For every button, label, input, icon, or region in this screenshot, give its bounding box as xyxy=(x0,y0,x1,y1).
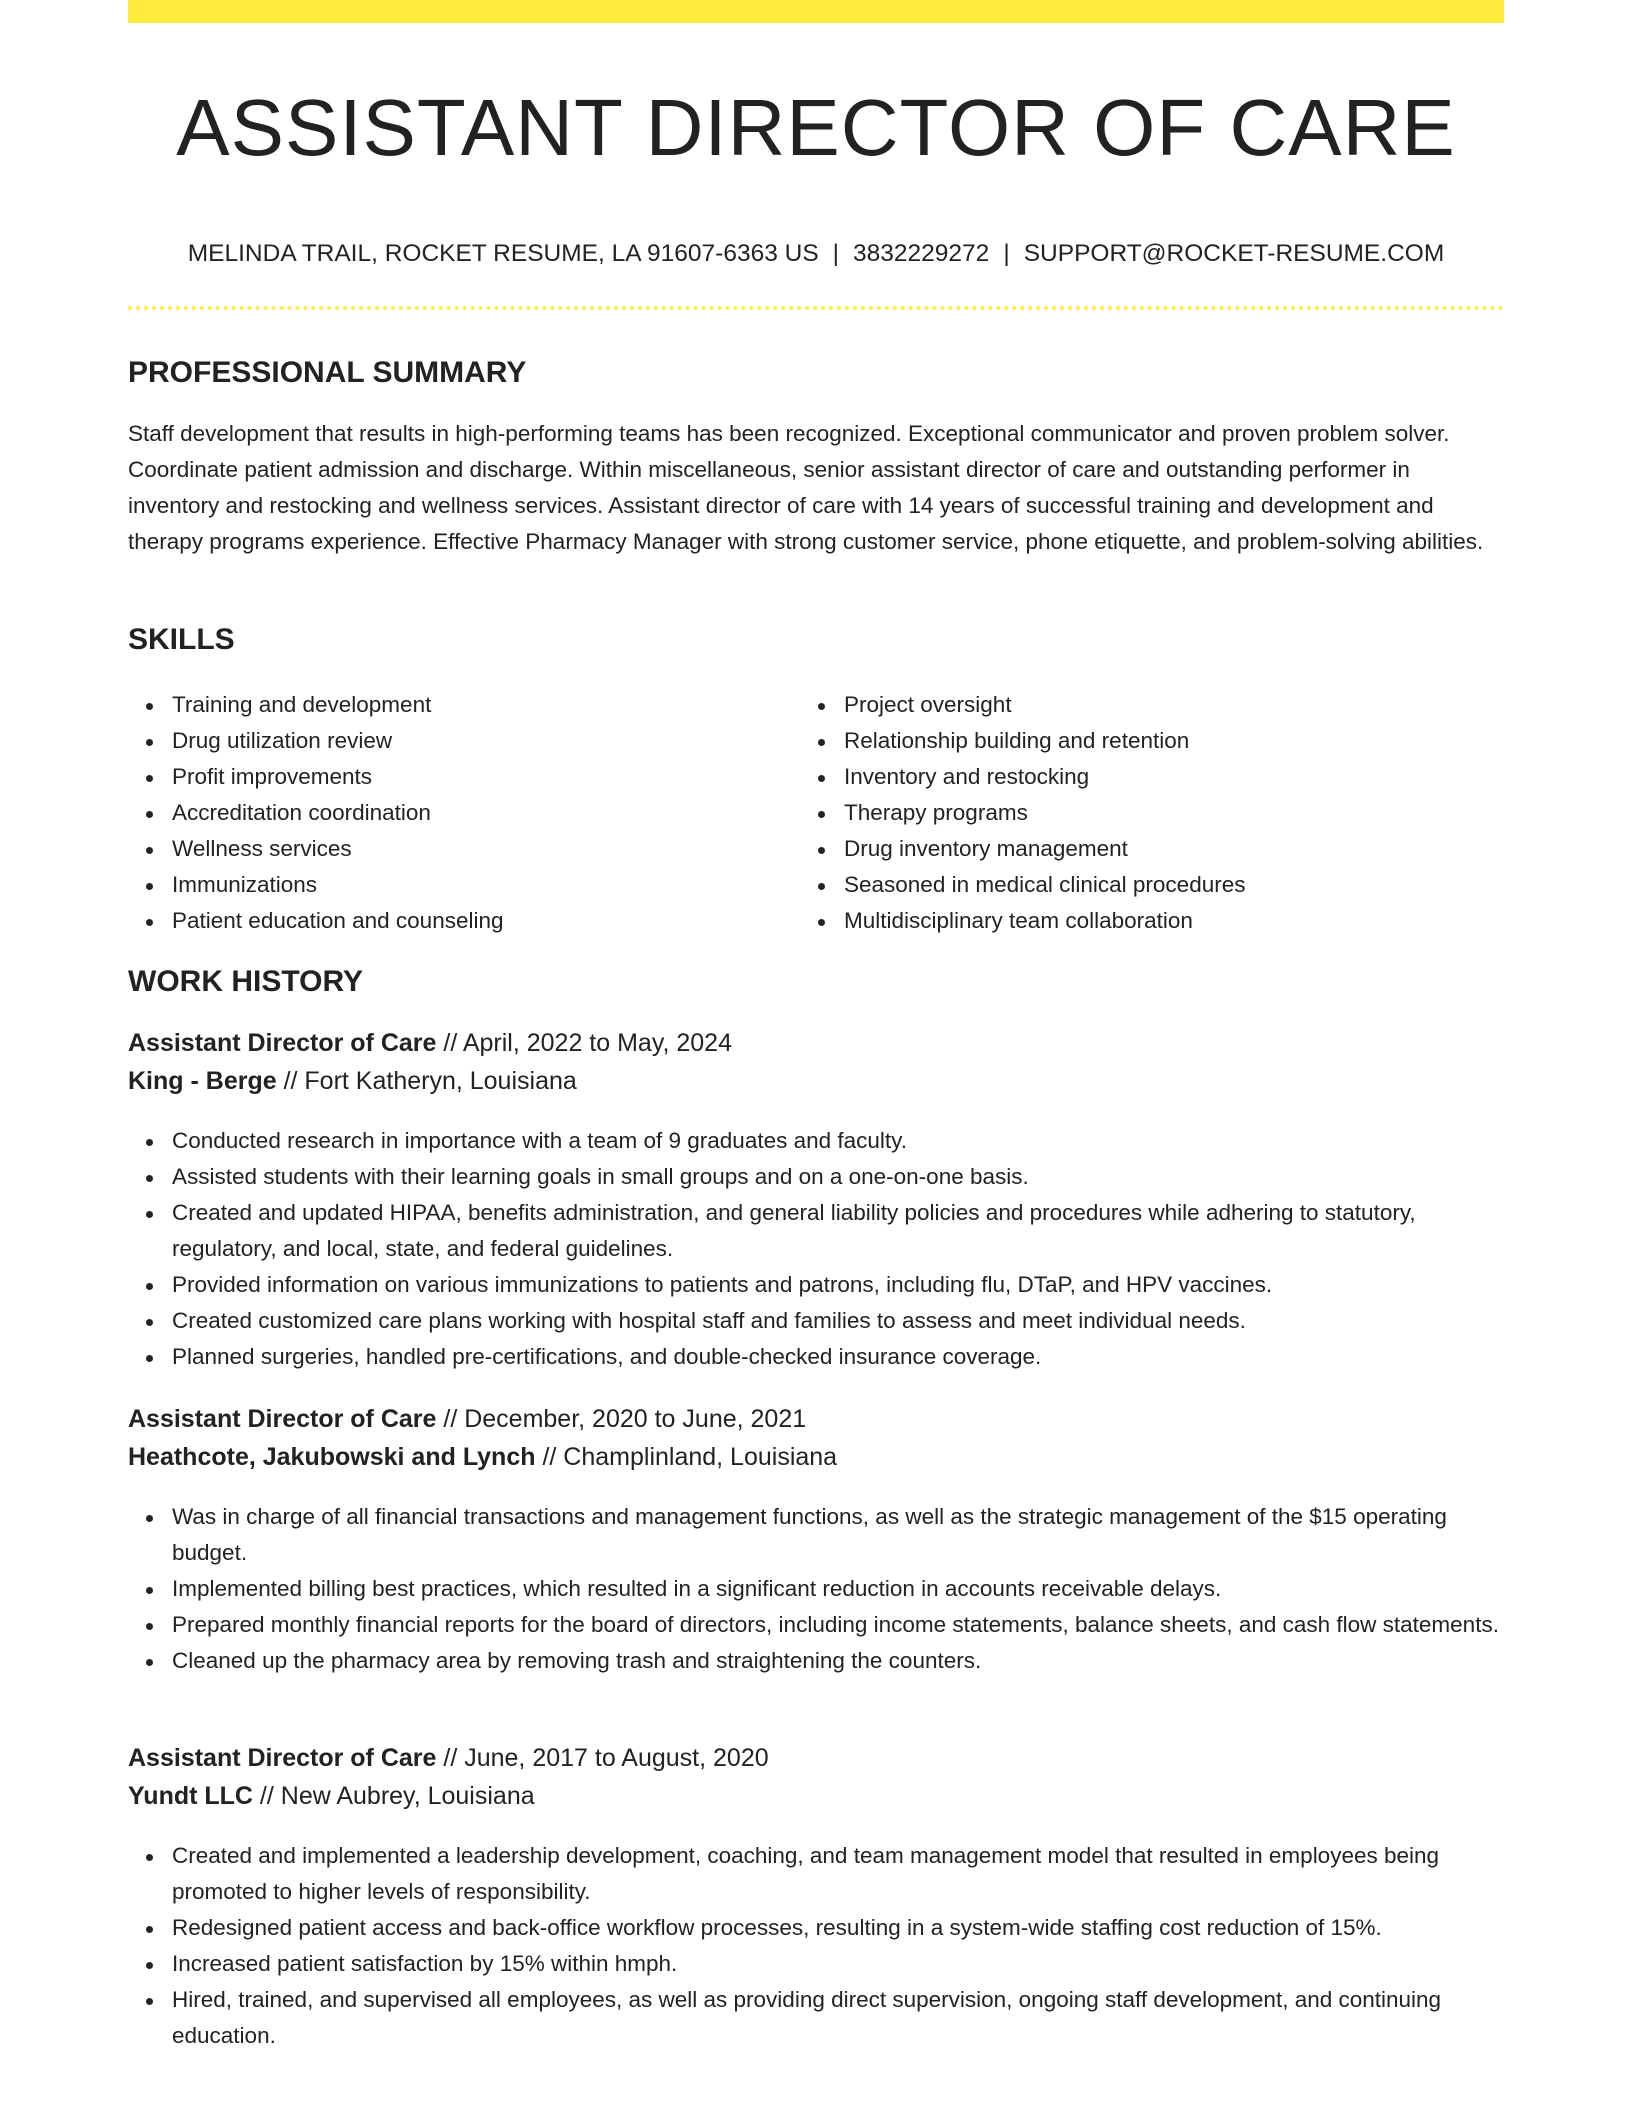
job-title: Assistant Director of Care xyxy=(128,1029,437,1057)
work-history-heading: WORK HISTORY xyxy=(128,965,364,998)
job-location: // New Aubrey, Louisiana xyxy=(252,1782,535,1810)
job-bullet: Hired, trained, and supervised all employees, as well as providing direct supervision, ongoing staff development, and continuing education. xyxy=(128,1982,1504,2054)
job-bullet: Implemented billing best practices, which resulted in a significant reduction in accounts receivable delays. xyxy=(128,1571,1504,1607)
skill-item: Multidisciplinary team collaboration xyxy=(800,903,1440,939)
job-company-line xyxy=(128,1777,535,1815)
contact-separator: | xyxy=(832,240,840,267)
job-company: Heathcote, Jakubowski and Lynch xyxy=(128,1443,536,1471)
job-bullet: Redesigned patient access and back-office workflow processes, resulting in a system-wide staffing cost reduction of 15%. xyxy=(128,1910,1504,1946)
contact-info xyxy=(128,236,1504,272)
job-location: // Fort Katheryn, Louisiana xyxy=(276,1067,577,1095)
skill-item: Project oversight xyxy=(800,687,1440,723)
job-title: Assistant Director of Care xyxy=(128,1744,437,1772)
skill-item: Immunizations xyxy=(128,867,768,903)
job-company-line xyxy=(128,1062,577,1100)
skill-item: Drug utilization review xyxy=(128,723,768,759)
skills-heading: SKILLS xyxy=(128,623,235,656)
skill-item: Patient education and counseling xyxy=(128,903,768,939)
skill-item: Therapy programs xyxy=(800,795,1440,831)
skill-item: Training and development xyxy=(128,687,768,723)
job-dates: // June, 2017 to August, 2020 xyxy=(436,1744,769,1772)
job-title-line xyxy=(128,1400,806,1438)
skill-item: Accreditation coordination xyxy=(128,795,768,831)
job-bullet: Created customized care plans working with hospital staff and families to assess and meet individual needs. xyxy=(128,1303,1504,1339)
skill-item: Profit improvements xyxy=(128,759,768,795)
skills-list-right xyxy=(800,687,1440,939)
job-bullet: Prepared monthly financial reports for the board of directors, including income statements, balance sheets, and cash flow statements. xyxy=(128,1607,1504,1643)
job-title-line xyxy=(128,1024,732,1062)
job-bullet: Created and implemented a leadership development, coaching, and team management model that resulted in employees being promoted to higher levels of responsibility. xyxy=(128,1838,1504,1910)
job-company: King - Berge xyxy=(128,1067,277,1095)
skill-item: Wellness services xyxy=(128,831,768,867)
skill-item: Relationship building and retention xyxy=(800,723,1440,759)
job-bullet: Cleaned up the pharmacy area by removing trash and straightening the counters. xyxy=(128,1643,1504,1679)
job-location: // Champlinland, Louisiana xyxy=(535,1443,838,1471)
summary-heading: PROFESSIONAL SUMMARY xyxy=(128,356,527,389)
summary-text: Staff development that results in high-performing teams has been recognized. Exceptional communicator and proven problem solver. Coordinate patient admission and discharge. Within miscellaneous, senior assistant director of care and outstanding performer in inventory and restocking and wellness services. Assistant director of care with 14 years of successful training and development and therapy programs experience. Effective Pharmacy Manager with strong customer service, phone etiquette, and problem-solving abilities. xyxy=(128,421,1484,554)
job-bullet: Was in charge of all financial transactions and management functions, as well as the strategic management of the $15 operating budget. xyxy=(128,1499,1504,1571)
resume-title: ASSISTANT DIRECTOR OF CARE xyxy=(176,83,1456,172)
skill-item: Seasoned in medical clinical procedures xyxy=(800,867,1440,903)
contact-address: MELINDA TRAIL, ROCKET RESUME, LA 91607-6363 US xyxy=(187,240,819,267)
job-title-line xyxy=(128,1739,769,1777)
job-bullet: Assisted students with their learning goals in small groups and on a one-on-one basis. xyxy=(128,1159,1504,1195)
job-bullet: Provided information on various immunizations to patients and patrons, including flu, DTaP, and HPV vaccines. xyxy=(128,1267,1504,1303)
job-dates: // December, 2020 to June, 2021 xyxy=(436,1405,807,1433)
header-divider xyxy=(128,306,1504,310)
skill-item: Inventory and restocking xyxy=(800,759,1440,795)
job-bullet: Planned surgeries, handled pre-certifications, and double-checked insurance coverage. xyxy=(128,1339,1504,1375)
job-title: Assistant Director of Care xyxy=(128,1405,437,1433)
job-bullet: Created and updated HIPAA, benefits administration, and general liability policies and procedures while adhering to statutory, regulatory, and local, state, and federal guidelines. xyxy=(128,1195,1504,1267)
job-bullets xyxy=(128,1838,1504,2054)
skill-item: Drug inventory management xyxy=(800,831,1440,867)
contact-email: SUPPORT@ROCKET-RESUME.COM xyxy=(1023,240,1445,267)
job-company: Yundt LLC xyxy=(128,1782,253,1810)
contact-phone: 3832229272 xyxy=(853,240,990,267)
contact-separator: | xyxy=(1003,240,1010,267)
job-company-line xyxy=(128,1438,837,1476)
job-bullet: Conducted research in importance with a team of 9 graduates and faculty. xyxy=(128,1123,1504,1159)
accent-bar xyxy=(128,0,1504,23)
job-bullets xyxy=(128,1499,1504,1679)
skills-list-left xyxy=(128,687,768,939)
job-bullet: Increased patient satisfaction by 15% within hmph. xyxy=(128,1946,1504,1982)
job-bullets xyxy=(128,1123,1504,1375)
job-dates: // April, 2022 to May, 2024 xyxy=(436,1029,732,1057)
